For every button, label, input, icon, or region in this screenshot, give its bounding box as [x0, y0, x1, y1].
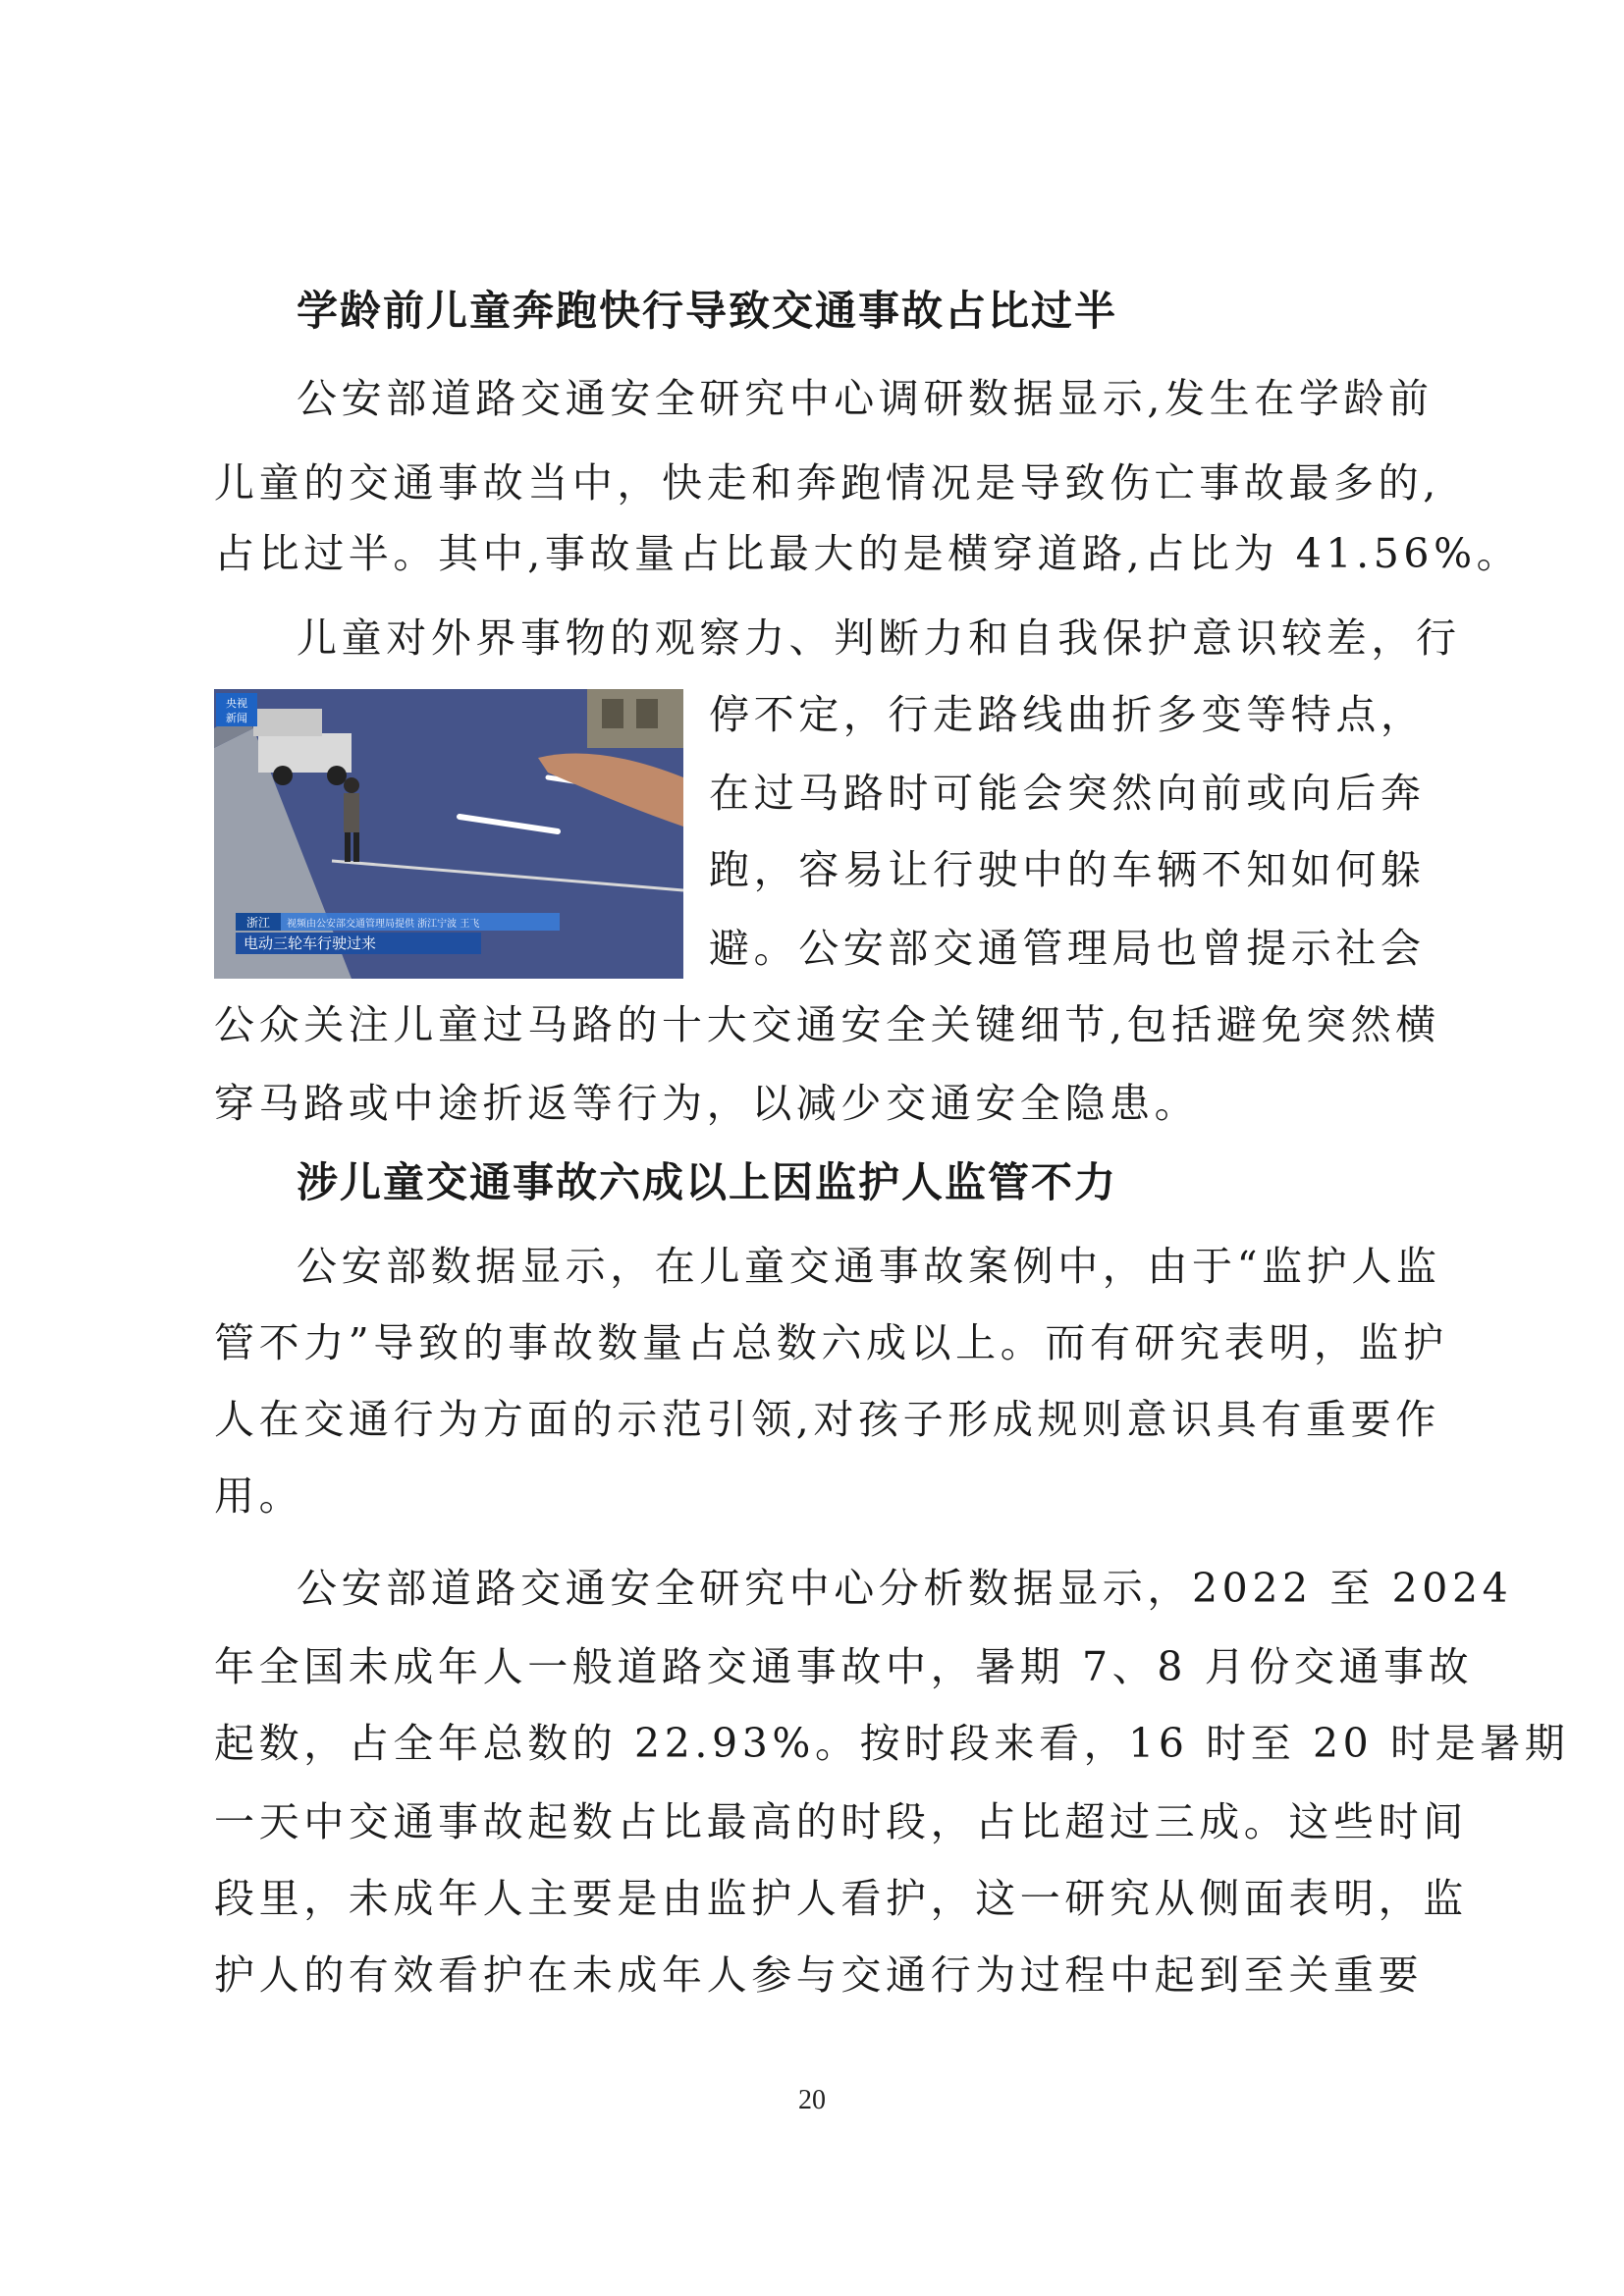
paragraph-line: 公安部道路交通安全研究中心调研数据显示,发生在学龄前: [297, 375, 1434, 422]
paragraph-line: 在过马路时可能会突然向前或向后奔: [709, 770, 1426, 817]
region-label: 浙江: [245, 916, 271, 930]
paragraph-line: 用。: [214, 1472, 304, 1520]
section-heading: 学龄前儿童奔跑快行导致交通事故占比过半: [297, 287, 1118, 335]
paragraph-line: 跑，容易让行驶中的车辆不知如何躲: [709, 846, 1426, 893]
paragraph-line: 公安部数据显示，在儿童交通事故案例中，由于“监护人监: [297, 1243, 1441, 1290]
paragraph-line: 占比过半。其中,事故量占比最大的是横穿道路,占比为 41.56%。: [214, 530, 1522, 577]
logo-text: 新闻: [226, 712, 247, 724]
caption-text: 电动三轮车行驶过来: [244, 934, 377, 952]
paragraph-line: 避。公安部交通管理局也曾提示社会: [709, 925, 1426, 972]
page-number: 20: [798, 2085, 826, 2115]
paragraph-line: 穿马路或中途折返等行为，以减少交通安全隐患。: [214, 1080, 1200, 1127]
paragraph-line: 管不力”导致的事故数量占总数六成以上。而有研究表明，监护: [214, 1319, 1448, 1366]
paragraph-line: 停不定，行走路线曲折多变等特点，: [709, 691, 1426, 738]
paragraph-line: 儿童的交通事故当中，快走和奔跑情况是导致伤亡事故最多的,: [214, 459, 1440, 507]
paragraph-line: 一天中交通事故起数占比最高的时段，占比超过三成。这些时间: [214, 1798, 1468, 1845]
paragraph-line: 段里，未成年人主要是由监护人看护，这一研究从侧面表明，监: [214, 1875, 1468, 1922]
paragraph-line: 公众关注儿童过马路的十大交通安全关键细节,包括避免突然横: [214, 1001, 1440, 1048]
paragraph-line: 人在交通行为方面的示范引领,对孩子形成规则意识具有重要作: [214, 1396, 1440, 1443]
section-heading: 涉儿童交通事故六成以上因监护人监管不力: [297, 1158, 1118, 1206]
paragraph-line: 起数，占全年总数的 22.93%。按时段来看，16 时至 20 时是暑期: [214, 1720, 1570, 1767]
news-video-still: [214, 689, 683, 979]
paragraph-line: 儿童对外界事物的观察力、判断力和自我保护意识较差，行: [297, 614, 1461, 662]
caption-top-text: 视频由公安部交通管理局提供 浙江宁波 王飞: [287, 919, 480, 930]
paragraph-line: 护人的有效看护在未成年人参与交通行为过程中起到至关重要: [214, 1951, 1424, 1999]
paragraph-line: 年全国未成年人一般道路交通事故中，暑期 7、8 月份交通事故: [214, 1643, 1474, 1690]
logo-text: 央视: [226, 697, 247, 710]
paragraph-line: 公安部道路交通安全研究中心分析数据显示，2022 至 2024: [297, 1565, 1513, 1612]
